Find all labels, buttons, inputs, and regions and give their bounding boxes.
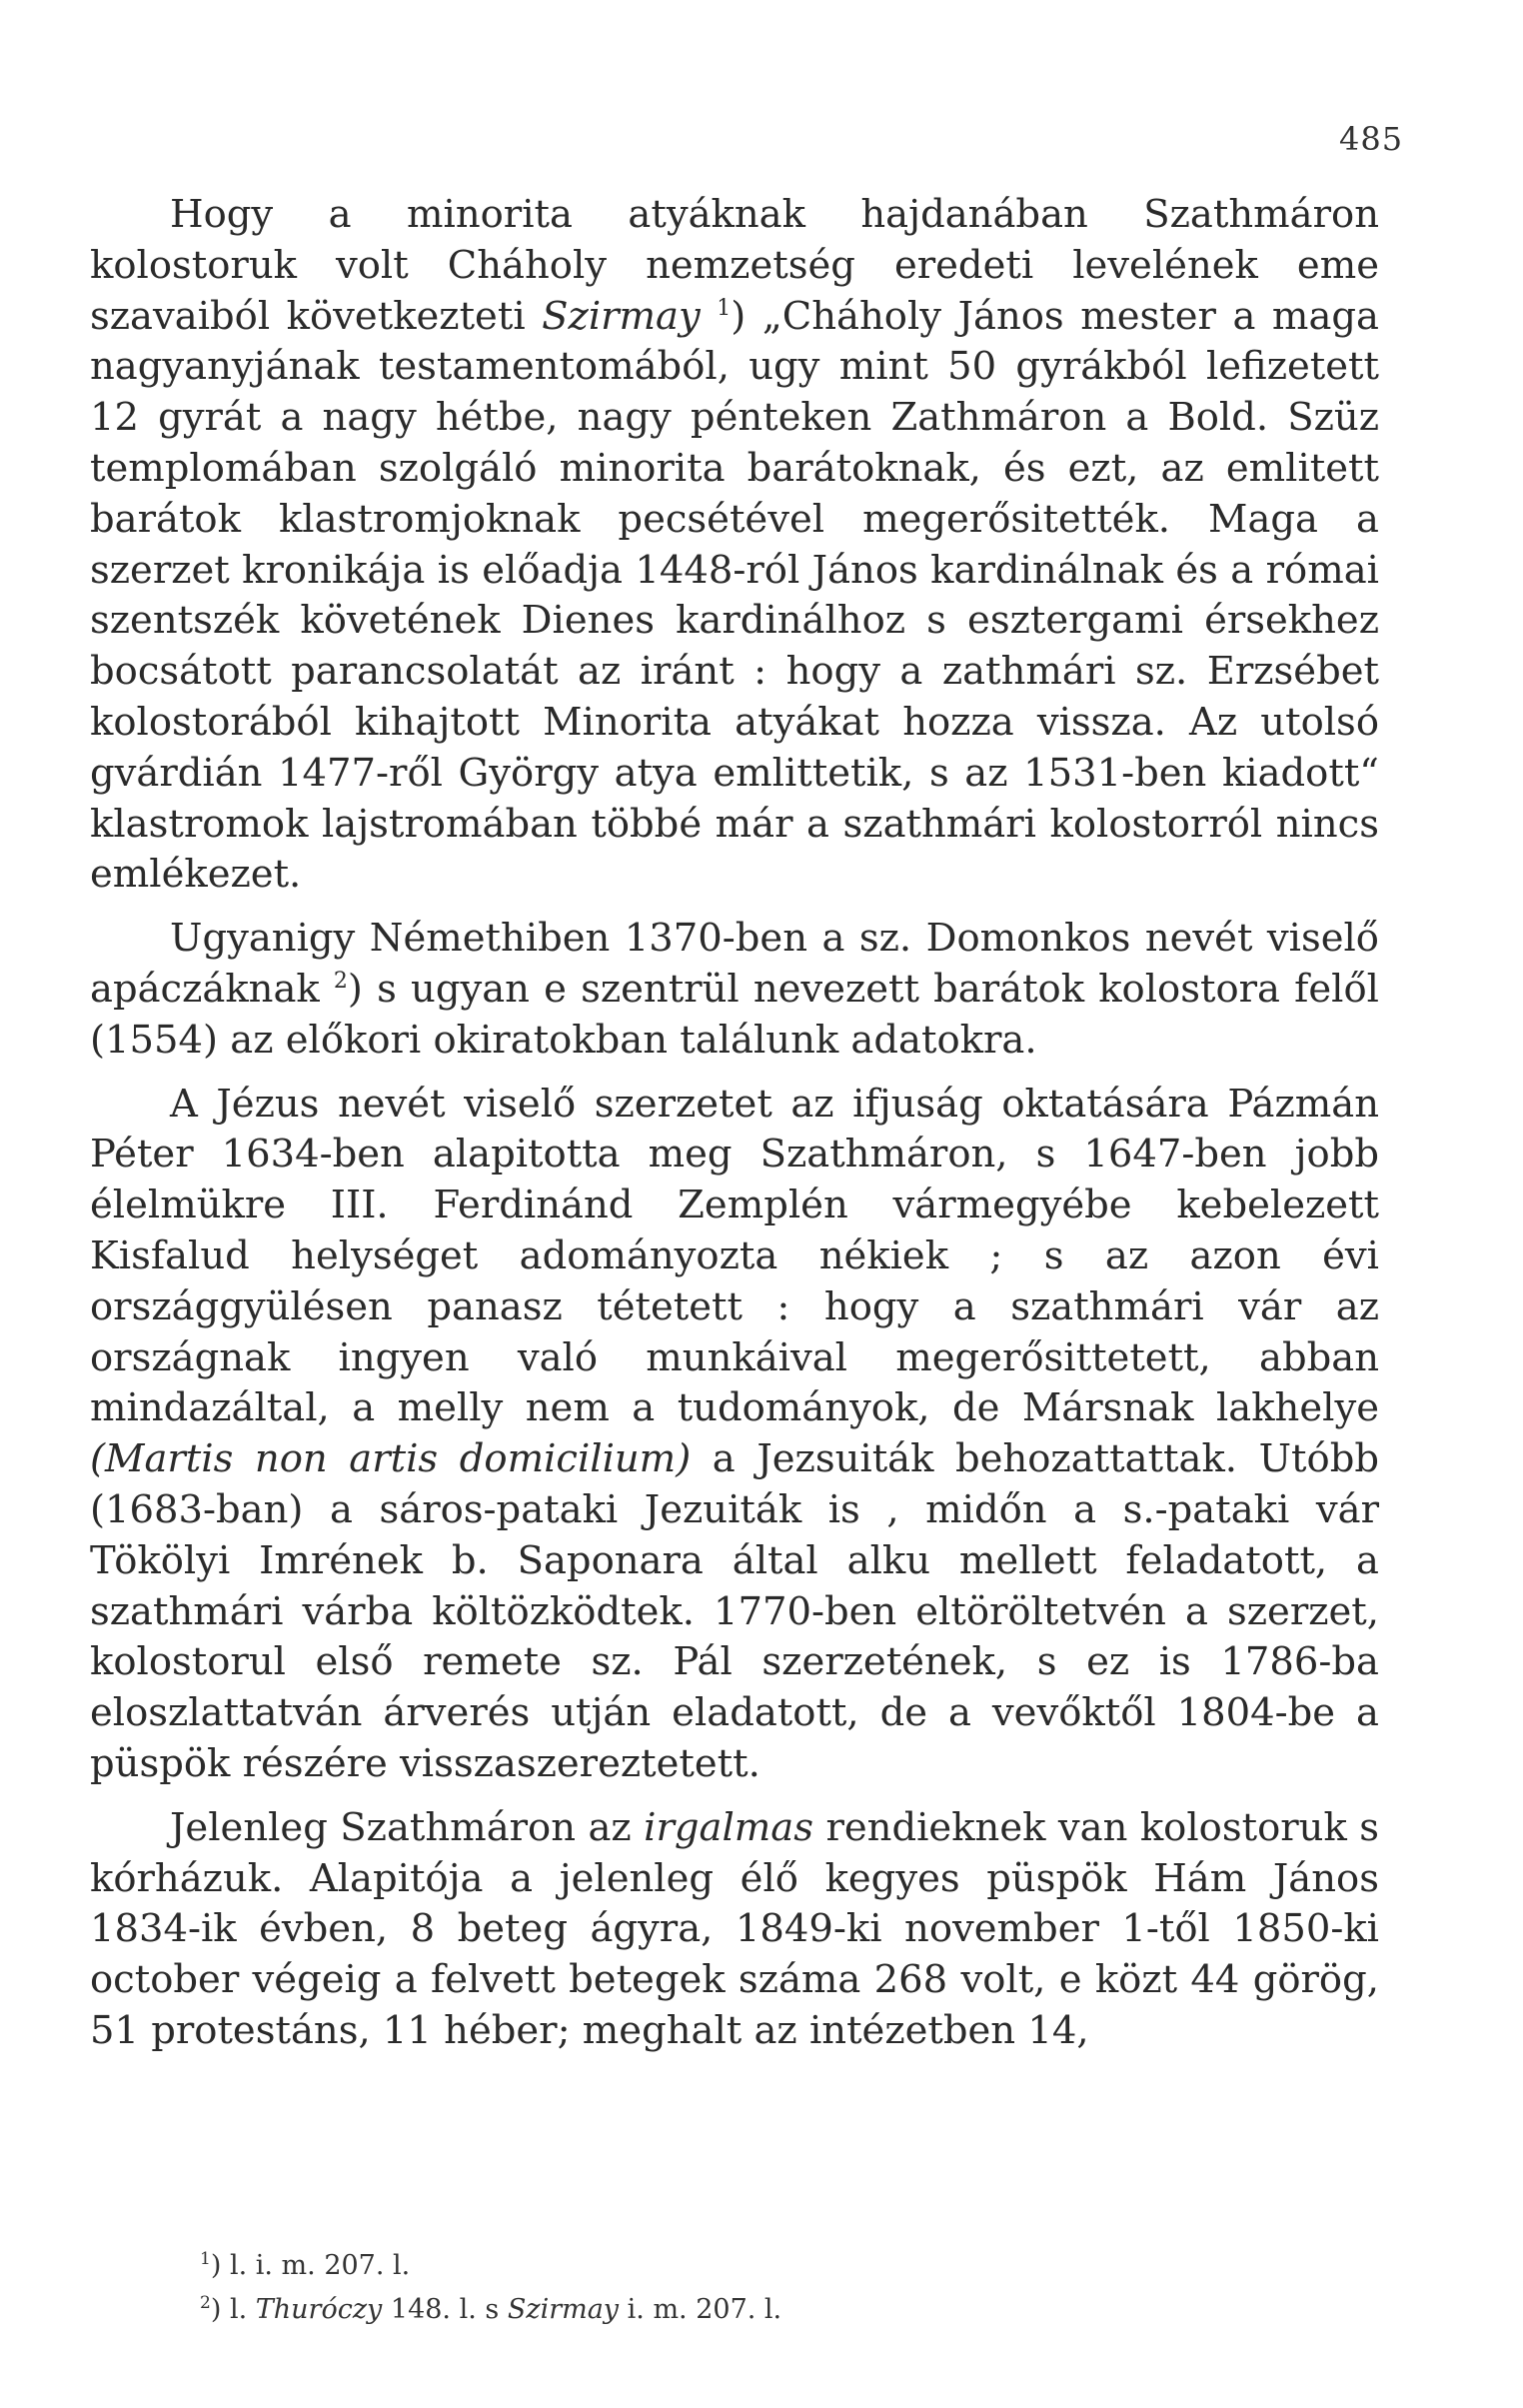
footnote <box>200 2288 1299 2332</box>
text-run: ) l. i. m. 207. l. <box>210 2250 411 2281</box>
text-run: 148. l. s <box>382 2294 508 2325</box>
italic-text: Szirmay <box>542 293 701 339</box>
text-run: Ugyanigy Némethiben 1370-ben a sz. Domonkos nevét viselő apáczáknak <box>90 916 1379 1012</box>
text-run: ) l. <box>210 2294 256 2325</box>
footnote-marker: 1 <box>717 295 732 321</box>
text-run: i. m. 207. l. <box>619 2294 782 2325</box>
text-run: rendieknek van kolostoruk s kórházuk. Alapitója a jelenleg élő kegyes püspök Hám János 1834-ik évben, 8 beteg ágyra, 1849-ki november 1-től 1850-ki october végeig a felvett betegek száma 268 volt, e közt 44 görög, 51 protestáns, 11 héber; meghalt az intézetben 14, <box>90 1804 1379 2053</box>
text-run: A Jézus nevét viselő szerzetet az ifjuság oktatására Pázmán Péter 1634-ben alapitotta meg Szathmáron, s 1647-ben jobb élelmükre III. Ferdinánd Zemplén vármegyébe kebelezett Kisfalud helységet adományozta nékiek ; s az azon évi országgyülésen panasz tétetett : hogy a szathmári vár az országnak ingyen való munkáival megerősittetett, abban mindazáltal, a melly nem a tudományok, de Mársnak lakhelye <box>90 1081 1379 1431</box>
footnote-marker: 1 <box>200 2249 211 2269</box>
text-run: ) „Cháholy János mester a maga nagyanyjának testamentomából, ugy mint 50 gyrákból lefizetett 12 gyrát a nagy hétbe, nagy pénteken Zathmáron a Bold. Szüz templomában szolgáló minorita barátoknak, és ezt, az emlitett barátok klastromjoknak pecsétével megerősitették. Maga a szerzet kronikája is előadja 1448-ról János kardinálnak és a római szentszék követének Dienes kardinálhoz s esztergami érsekhez bocsátott parancsolatát az iránt : hogy a zathmári sz. Erzsébet kolostorából kihajtott Minorita atyákat hozza vissza. Az utolsó gvárdián 1477-ről György atya emlittetik, s az 1531-ben kiadott“ klastromok lajstromában többé már a szathmári kolostorról nincs emlékezet. <box>90 293 1379 898</box>
text-run: a Jezsuiták behozattattak. Utóbb (1683-ban) a sáros-pataki Jezuiták is , midőn a s.-pataki vár Tökölyi Imrének b. Saponara által alku mellett feladatott, a szathmári várba költözködtek. 1770-ben eltöröltetvén a szerzet, kolostorul első remete sz. Pál szerzetének, s ez is 1786-ba eloszlattatván árverés utján eladatott, de a vevőktől 1804-be a püspök részére visszaszereztetett. <box>90 1436 1379 1786</box>
text-run: Hogy a minorita atyáknak hajdanában Szathmáron kolostoruk volt Cháholy nemzetség eredeti levelének eme szavaiból következteti <box>90 192 1379 339</box>
paragraph <box>90 1803 1379 2057</box>
paragraph <box>90 914 1379 1066</box>
text-run: Jelenleg Szathmáron az <box>170 1804 645 1850</box>
italic-text: (Martis non artis domicilium) <box>90 1436 692 1482</box>
footnote-marker: 2 <box>200 2293 211 2313</box>
italic-text: irgalmas <box>644 1804 814 1850</box>
text-run <box>701 294 718 339</box>
body-text <box>90 190 1379 2057</box>
paragraph <box>90 190 1379 901</box>
footnotes <box>200 2244 1299 2332</box>
italic-text: Szirmay <box>507 2294 620 2325</box>
footnote-marker: 2 <box>333 969 348 995</box>
paragraph <box>90 1080 1379 1790</box>
page-number: 485 <box>1339 120 1404 158</box>
footnote <box>200 2244 1299 2288</box>
text-run: ) s ugyan e szentrül nevezett barátok kolostora felől (1554) az előkori okiratokban találunk adatokra. <box>90 966 1379 1063</box>
italic-text: Thuróczy <box>255 2294 383 2325</box>
